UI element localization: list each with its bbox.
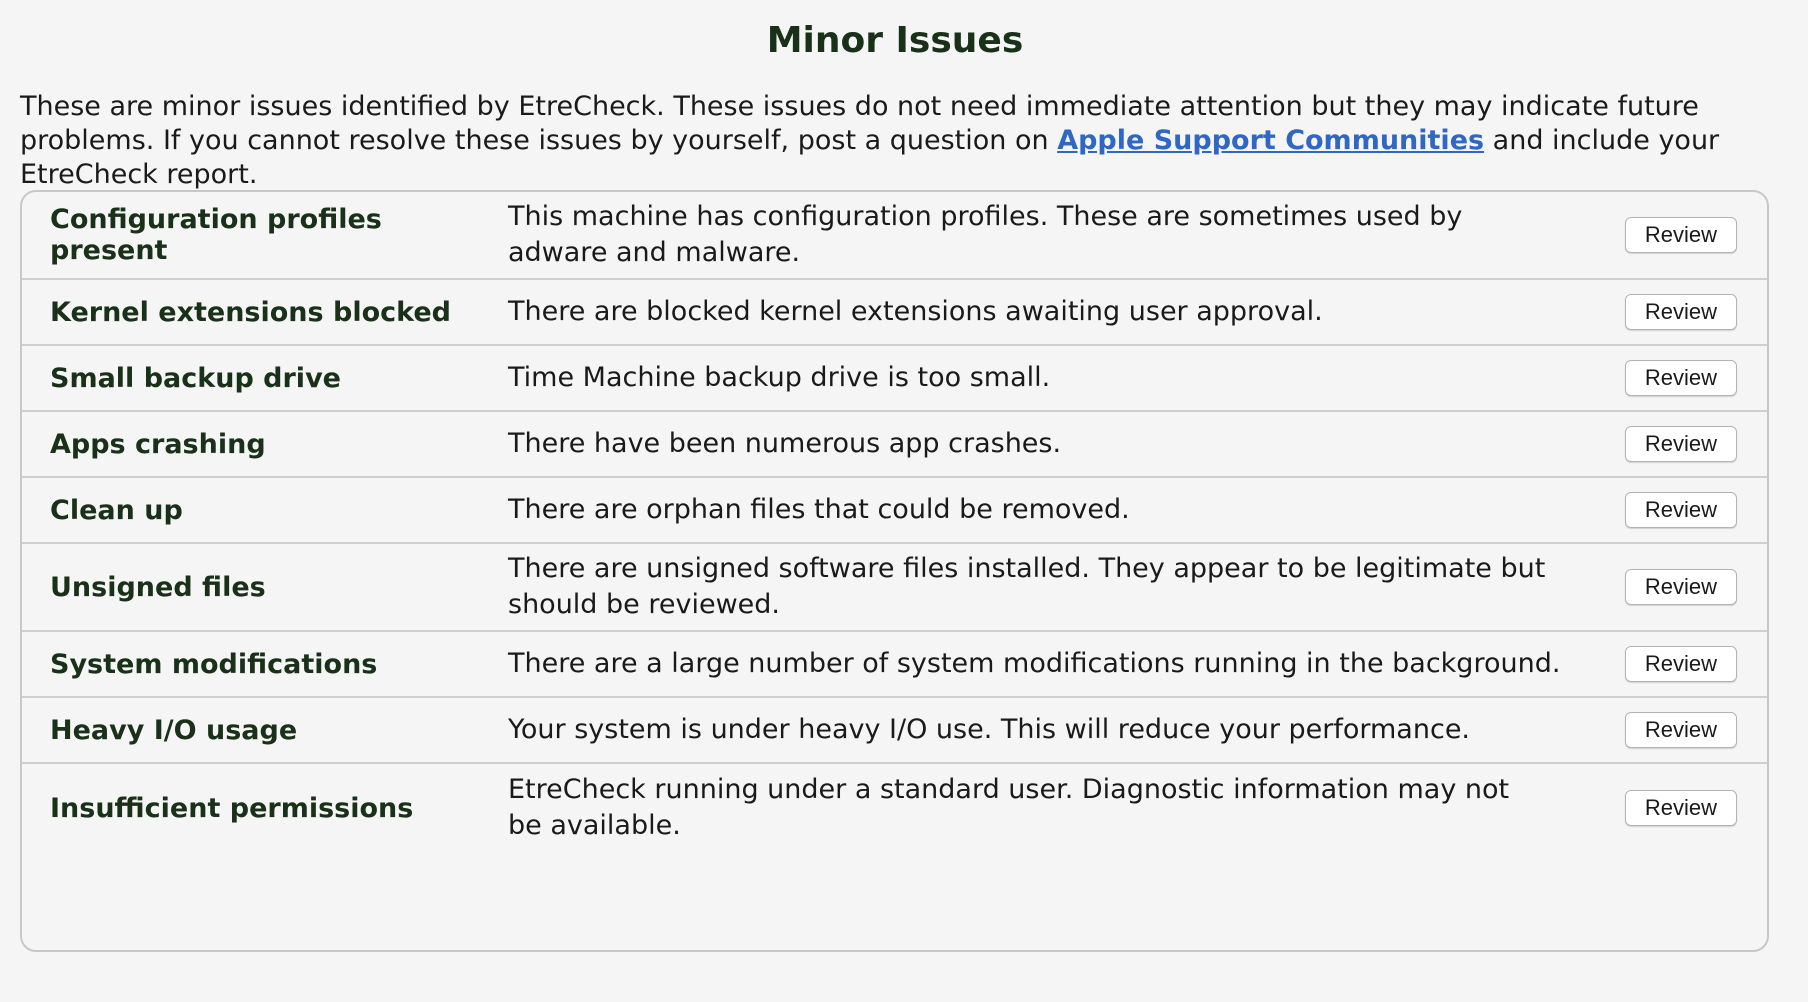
issue-row [22,346,1767,412]
issue-name: Heavy I/O usage [50,714,298,746]
issue-row [22,280,1767,346]
review-button[interactable]: Review [1625,217,1737,253]
review-button[interactable]: Review [1625,646,1737,682]
issue-name: Apps crashing [50,428,266,460]
issue-row [22,412,1767,478]
issue-description: This machine has configuration profiles. These are sometimes used by adware and malware. [508,201,1463,268]
issue-description: EtreCheck running under a standard user. Diagnostic information may not be available. [508,774,1510,841]
issue-description: Your system is under heavy I/O use. This will reduce your performance. [508,714,1471,745]
review-button[interactable]: Review [1625,360,1737,396]
issue-row [22,632,1767,698]
issue-name: Clean up [50,494,183,526]
issue-row [22,544,1767,632]
review-button[interactable]: Review [1625,492,1737,528]
issue-row [22,764,1767,852]
issue-description: Time Machine backup drive is too small. [508,362,1051,393]
review-button[interactable]: Review [1625,294,1737,330]
issue-description: There are unsigned software files installed. They appear to be legitimate but should be reviewed. [508,553,1546,620]
page-title: Minor Issues [766,20,1024,61]
issue-description: There are blocked kernel extensions awaiting user approval. [508,296,1323,327]
intro-paragraph [20,90,1790,192]
intro-text-after: and include your EtreCheck report. [20,125,1720,190]
issue-name: Insufficient permissions [50,792,414,824]
issue-description: There are orphan files that could be removed. [508,494,1130,525]
review-button[interactable]: Review [1625,712,1737,748]
issue-description: There are a large number of system modifications running in the background. [508,648,1561,679]
review-button[interactable]: Review [1625,569,1737,605]
issue-name: Configuration profiles present [50,204,382,266]
issue-name: Unsigned files [50,571,266,603]
issue-name: System modifications [50,648,378,680]
issue-description: There have been numerous app crashes. [508,428,1062,459]
review-button[interactable]: Review [1625,426,1737,462]
issue-row [22,478,1767,544]
issue-row [22,698,1767,764]
apple-support-communities-link[interactable]: Apple Support Communities [1057,125,1485,156]
intro-text-before: These are minor issues identified by EtreCheck. These issues do not need immediate attention but they may indicate future problems. If you cannot resolve these issues by yourself, post a question on [20,91,1699,156]
issue-name: Kernel extensions blocked [50,296,452,328]
review-button[interactable]: Review [1625,790,1737,826]
issue-name: Small backup drive [50,362,341,394]
issue-row [22,192,1767,280]
issues-table [20,190,1769,952]
